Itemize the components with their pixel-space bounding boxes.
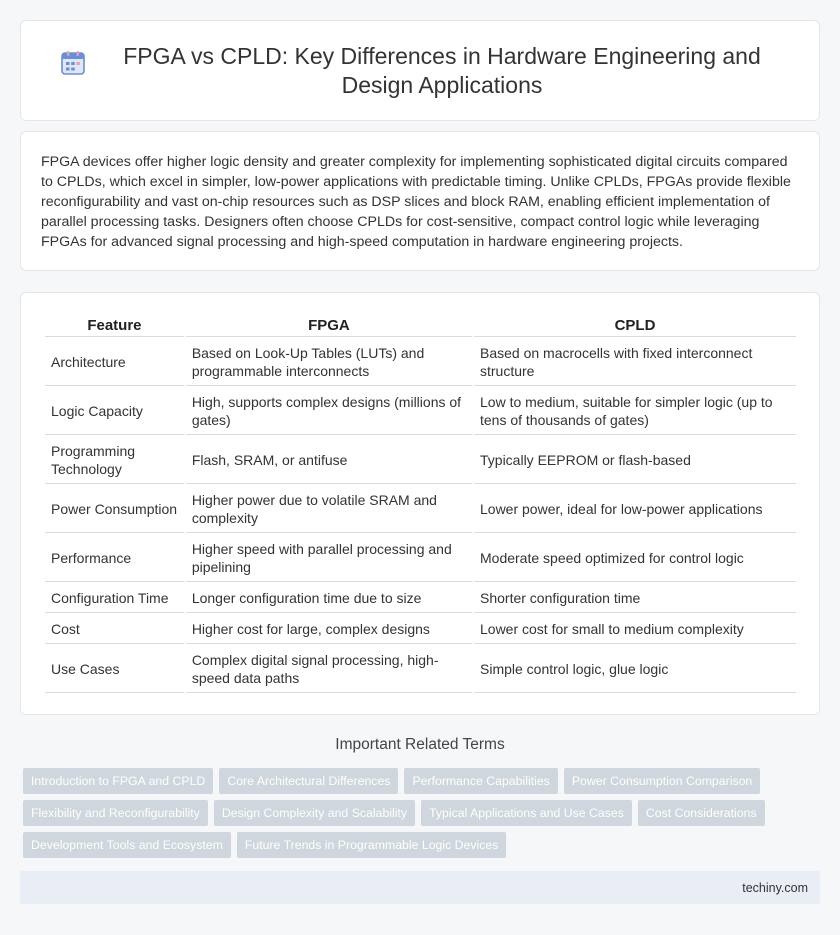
cpld-cell: Low to medium, suitable for simpler logic (up to tens of thousands of gates) (474, 388, 796, 435)
table-row (45, 584, 796, 613)
fpga-cell: Based on Look-Up Tables (LUTs) and programmable interconnects (186, 339, 472, 386)
header-cpld: CPLD (474, 313, 796, 337)
tag-row (23, 768, 823, 794)
feature-cell: Configuration Time (45, 584, 184, 613)
intro-card (20, 131, 820, 271)
comparison-table-card (20, 292, 820, 715)
cpld-cell: Shorter configuration time (474, 584, 796, 613)
table-row (45, 615, 796, 644)
cpld-cell: Simple control logic, glue logic (474, 646, 796, 693)
table-row (45, 339, 796, 386)
table-row (45, 388, 796, 435)
header-fpga: FPGA (186, 313, 472, 337)
related-term-tag[interactable]: Introduction to FPGA and CPLD (23, 768, 213, 794)
related-term-tag[interactable]: Development Tools and Ecosystem (23, 832, 231, 858)
feature-cell: Use Cases (45, 646, 184, 693)
tag-row (23, 832, 823, 858)
feature-cell: Programming Technology (45, 437, 184, 484)
cpld-cell: Typically EEPROM or flash-based (474, 437, 796, 484)
calendar-icon (60, 50, 86, 76)
feature-cell: Performance (45, 535, 184, 582)
fpga-cell: Flash, SRAM, or antifuse (186, 437, 472, 484)
intro-paragraph: FPGA devices offer higher logic density and greater complexity for implementing sophisticated digital circuits compared to CPLDs, which excel in simpler, low-power applications with predictable timing. Unlike CPLDs, FPGAs provide flexible reconfigurability and vast on-chip resources such as DSP slices and block RAM, enabling efficient implementation of parallel processing tasks. Designers often choose CPLDs for cost-sensitive, compact control logic while leveraging FPGAs for advanced signal processing and high-speed computation in hardware engineering projects. (41, 154, 791, 250)
table-row (45, 486, 796, 533)
comparison-table (43, 311, 798, 695)
tag-row (23, 800, 823, 826)
related-term-tag[interactable]: Flexibility and Reconfigurability (23, 800, 208, 826)
fpga-cell: Higher cost for large, complex designs (186, 615, 472, 644)
related-term-tag[interactable]: Core Architectural Differences (219, 768, 398, 794)
related-term-tag[interactable]: Cost Considerations (638, 800, 765, 826)
cpld-cell: Lower power, ideal for low-power applications (474, 486, 796, 533)
table-header-row (45, 313, 796, 337)
related-terms-heading: Important Related Terms (335, 736, 505, 753)
cpld-cell: Moderate speed optimized for control logic (474, 535, 796, 582)
table-row (45, 437, 796, 484)
footer-site-link[interactable]: techiny.com (742, 880, 808, 895)
footer (20, 871, 820, 904)
feature-cell: Cost (45, 615, 184, 644)
title-wrap (60, 42, 780, 100)
fpga-cell: High, supports complex designs (millions of gates) (186, 388, 472, 435)
header-feature: Feature (45, 313, 184, 337)
feature-cell: Power Consumption (45, 486, 184, 533)
related-term-tag[interactable]: Typical Applications and Use Cases (421, 800, 632, 826)
cpld-cell: Lower cost for small to medium complexity (474, 615, 796, 644)
table-row (45, 535, 796, 582)
title-card (20, 20, 820, 121)
fpga-cell: Complex digital signal processing, high-speed data paths (186, 646, 472, 693)
fpga-cell: Higher speed with parallel processing and pipelining (186, 535, 472, 582)
fpga-cell: Longer configuration time due to size (186, 584, 472, 613)
related-terms-list (23, 768, 823, 864)
cpld-cell: Based on macrocells with fixed interconnect structure (474, 339, 796, 386)
related-term-tag[interactable]: Power Consumption Comparison (564, 768, 760, 794)
related-term-tag[interactable]: Future Trends in Programmable Logic Devices (237, 832, 507, 858)
page-title: FPGA vs CPLD: Key Differences in Hardware Engineering and Design Applications (123, 42, 761, 98)
feature-cell: Architecture (45, 339, 184, 386)
fpga-cell: Higher power due to volatile SRAM and complexity (186, 486, 472, 533)
related-term-tag[interactable]: Design Complexity and Scalability (214, 800, 415, 826)
table-row (45, 646, 796, 693)
related-term-tag[interactable]: Performance Capabilities (404, 768, 557, 794)
feature-cell: Logic Capacity (45, 388, 184, 435)
